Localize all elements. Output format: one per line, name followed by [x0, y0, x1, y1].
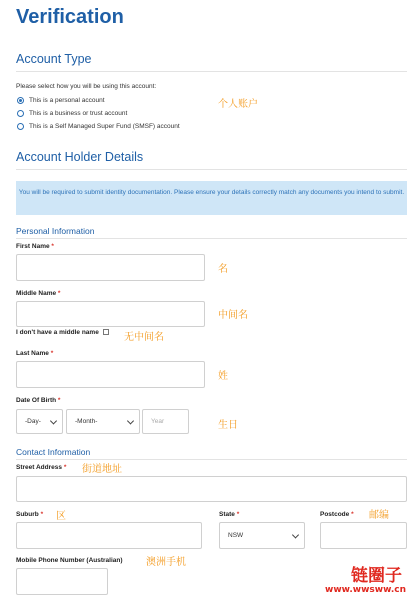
state-label-text: State	[219, 511, 235, 518]
required-mark: *	[50, 350, 54, 357]
account-type-heading: Account Type	[16, 52, 92, 66]
street-address-label	[16, 464, 66, 471]
note-suburb: 区	[56, 511, 66, 522]
personal-info-heading: Personal Information	[16, 226, 95, 236]
radio-smsf-account[interactable]	[17, 123, 24, 130]
account-type-divider	[16, 71, 407, 72]
dob-day-value: -Day-	[25, 418, 41, 425]
street-address-input[interactable]	[16, 476, 407, 502]
last-name-input[interactable]	[16, 361, 205, 388]
suburb-input[interactable]	[16, 522, 202, 549]
watermark-name: 链圈子	[351, 566, 402, 586]
last-name-label-text: Last Name	[16, 350, 49, 357]
contact-info-heading: Contact Information	[16, 447, 91, 457]
middle-name-input[interactable]	[16, 301, 205, 327]
note-middle-name: 中间名	[218, 310, 248, 321]
first-name-label	[16, 243, 54, 250]
required-mark: *	[351, 511, 354, 518]
chevron-down-icon	[292, 531, 299, 538]
suburb-label-text: Suburb	[16, 511, 39, 518]
mobile-label-text: Mobile Phone Number (Australian)	[16, 557, 123, 564]
first-name-label-text: First Name	[16, 243, 50, 250]
last-name-label	[16, 350, 53, 357]
note-postcode: 邮编	[369, 510, 389, 521]
required-mark: *	[40, 511, 44, 518]
dob-day-select[interactable]	[16, 409, 63, 434]
note-last-name: 姓	[218, 371, 228, 382]
required-mark: *	[51, 243, 54, 250]
note-mobile: 澳洲手机	[146, 557, 186, 568]
no-middle-name-checkbox[interactable]	[103, 329, 109, 335]
holder-details-divider	[16, 169, 407, 170]
chevron-down-icon	[50, 417, 57, 424]
required-mark: *	[63, 464, 67, 471]
required-mark: *	[57, 290, 61, 297]
personal-info-divider	[16, 238, 407, 239]
note-dob: 生日	[218, 420, 238, 431]
no-middle-name-label: I don't have a middle name	[16, 329, 99, 336]
dob-month-value: -Month-	[75, 418, 98, 425]
state-value: NSW	[228, 532, 244, 539]
no-middle-name-row	[16, 329, 109, 336]
radio-business-account[interactable]	[17, 110, 24, 117]
dob-label	[16, 397, 60, 404]
first-name-input[interactable]	[16, 254, 205, 281]
mobile-phone-input[interactable]	[16, 568, 108, 595]
state-label	[219, 511, 239, 518]
identity-info-text: You will be required to submit identity documentation. Please ensure your details correctly match any documents you intend to submit.	[18, 189, 405, 196]
dob-year-input[interactable]	[142, 409, 189, 434]
note-personal-account: 个人账户	[218, 99, 258, 110]
contact-info-divider	[16, 459, 407, 460]
suburb-label	[16, 511, 43, 518]
street-address-label-text: Street Address	[16, 464, 62, 471]
radio-smsf-label[interactable]: This is a Self Managed Super Fund (SMSF) account	[29, 123, 180, 130]
account-type-prompt: Please select how you will be using this account:	[16, 83, 157, 90]
note-street-address: 街道地址	[82, 464, 122, 475]
radio-personal-label[interactable]: This is a personal account	[29, 97, 105, 104]
postcode-label-text: Postcode	[320, 511, 350, 518]
watermark-url: www.wwsww.cn	[325, 585, 406, 595]
page-title: Verification	[16, 6, 124, 28]
mobile-label	[16, 557, 123, 564]
dob-label-text: Date Of Birth	[16, 397, 57, 404]
dob-year-placeholder: Year	[151, 418, 165, 425]
required-mark: *	[57, 397, 61, 404]
middle-name-label-text: Middle Name	[16, 290, 57, 297]
postcode-label	[320, 511, 354, 518]
dob-month-select[interactable]	[66, 409, 140, 434]
identity-info-banner	[16, 181, 407, 215]
middle-name-label	[16, 290, 60, 297]
holder-details-heading: Account Holder Details	[16, 150, 144, 164]
note-no-middle-name: 无中间名	[124, 332, 164, 343]
radio-personal-account[interactable]	[17, 97, 24, 104]
chevron-down-icon	[127, 417, 134, 424]
required-mark: *	[236, 511, 240, 518]
postcode-input[interactable]	[320, 522, 407, 549]
note-first-name: 名	[218, 264, 228, 275]
radio-business-label[interactable]: This is a business or trust account	[29, 110, 128, 117]
state-select[interactable]	[219, 522, 305, 549]
